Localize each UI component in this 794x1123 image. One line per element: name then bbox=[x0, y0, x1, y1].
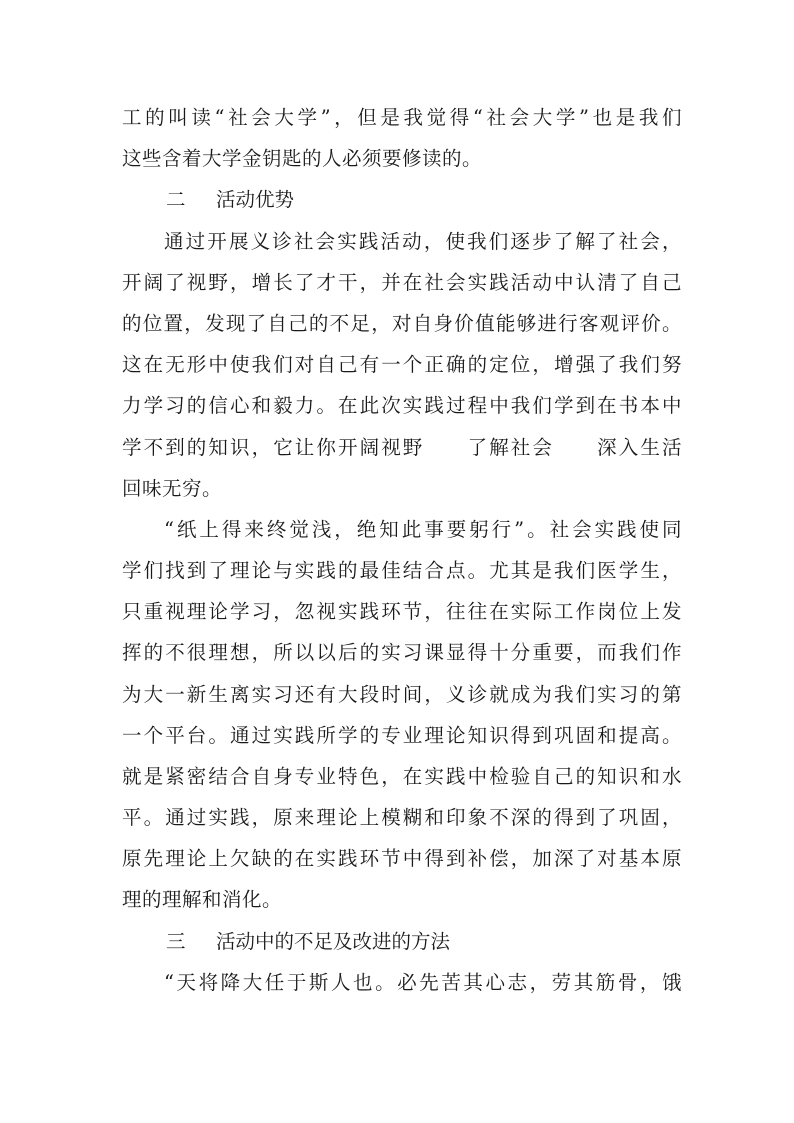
paragraph-line: 学不到的知识，它让你开阔视野 了解社会 深入生活 bbox=[122, 436, 682, 459]
paragraph-line: 这些含着大学金钥匙的人必须要修读的。 bbox=[122, 147, 483, 170]
section-number: 三 bbox=[166, 930, 186, 953]
section-title: 活动中的不足及改进的方法 bbox=[216, 930, 451, 953]
paragraph-line: 工的叫读“社会大学”，但是我觉得“社会大学”也是我们 bbox=[122, 106, 682, 129]
paragraph-line: 平。通过实践，原来理论上模糊和印象不深的得到了巩固， bbox=[122, 806, 682, 829]
paragraph-line: 开阔了视野，增长了才干，并在社会实践活动中认清了自己 bbox=[122, 271, 682, 294]
paragraph-line: 力学习的信心和毅力。在此次实践过程中我们学到在书本中 bbox=[122, 394, 682, 417]
paragraph-line: 原先理论上欠缺的在实践环节中得到补偿，加深了对基本原 bbox=[122, 847, 682, 870]
paragraph-line: 理的理解和消化。 bbox=[122, 888, 283, 911]
section-title: 活动优势 bbox=[216, 188, 295, 211]
paragraph-line: 就是紧密结合自身专业特色，在实践中检验自己的知识和水 bbox=[122, 765, 682, 788]
paragraph-line: 学们找到了理论与实践的最佳结合点。尤其是我们医学生， bbox=[122, 559, 682, 582]
paragraph-line: “天将降大任于斯人也。必先苦其心志，劳其筋骨，饿 bbox=[164, 971, 682, 994]
paragraph-line: 通过开展义诊社会实践活动，使我们逐步了解了社会， bbox=[164, 230, 682, 253]
paragraph-line: 这在无形中使我们对自己有一个正确的定位，增强了我们努 bbox=[122, 353, 682, 376]
paragraph-line: 为大一新生离实习还有大段时间，义诊就成为我们实习的第 bbox=[122, 683, 682, 706]
paragraph-line: 挥的不很理想，所以以后的实习课显得十分重要，而我们作 bbox=[122, 641, 682, 664]
paragraph-line: 回味无穷。 bbox=[122, 477, 223, 500]
paragraph-line: “纸上得来终觉浅，绝知此事要躬行”。社会实践使同 bbox=[164, 518, 682, 541]
paragraph-line: 的位置，发现了自己的不足，对自身价值能够进行客观评价。 bbox=[122, 312, 682, 335]
paragraph-line: 只重视理论学习，忽视实践环节，往往在实际工作岗位上发 bbox=[122, 600, 682, 623]
section-number: 二 bbox=[166, 188, 186, 211]
paragraph-line: 一个平台。通过实践所学的专业理论知识得到巩固和提高。 bbox=[122, 724, 682, 747]
